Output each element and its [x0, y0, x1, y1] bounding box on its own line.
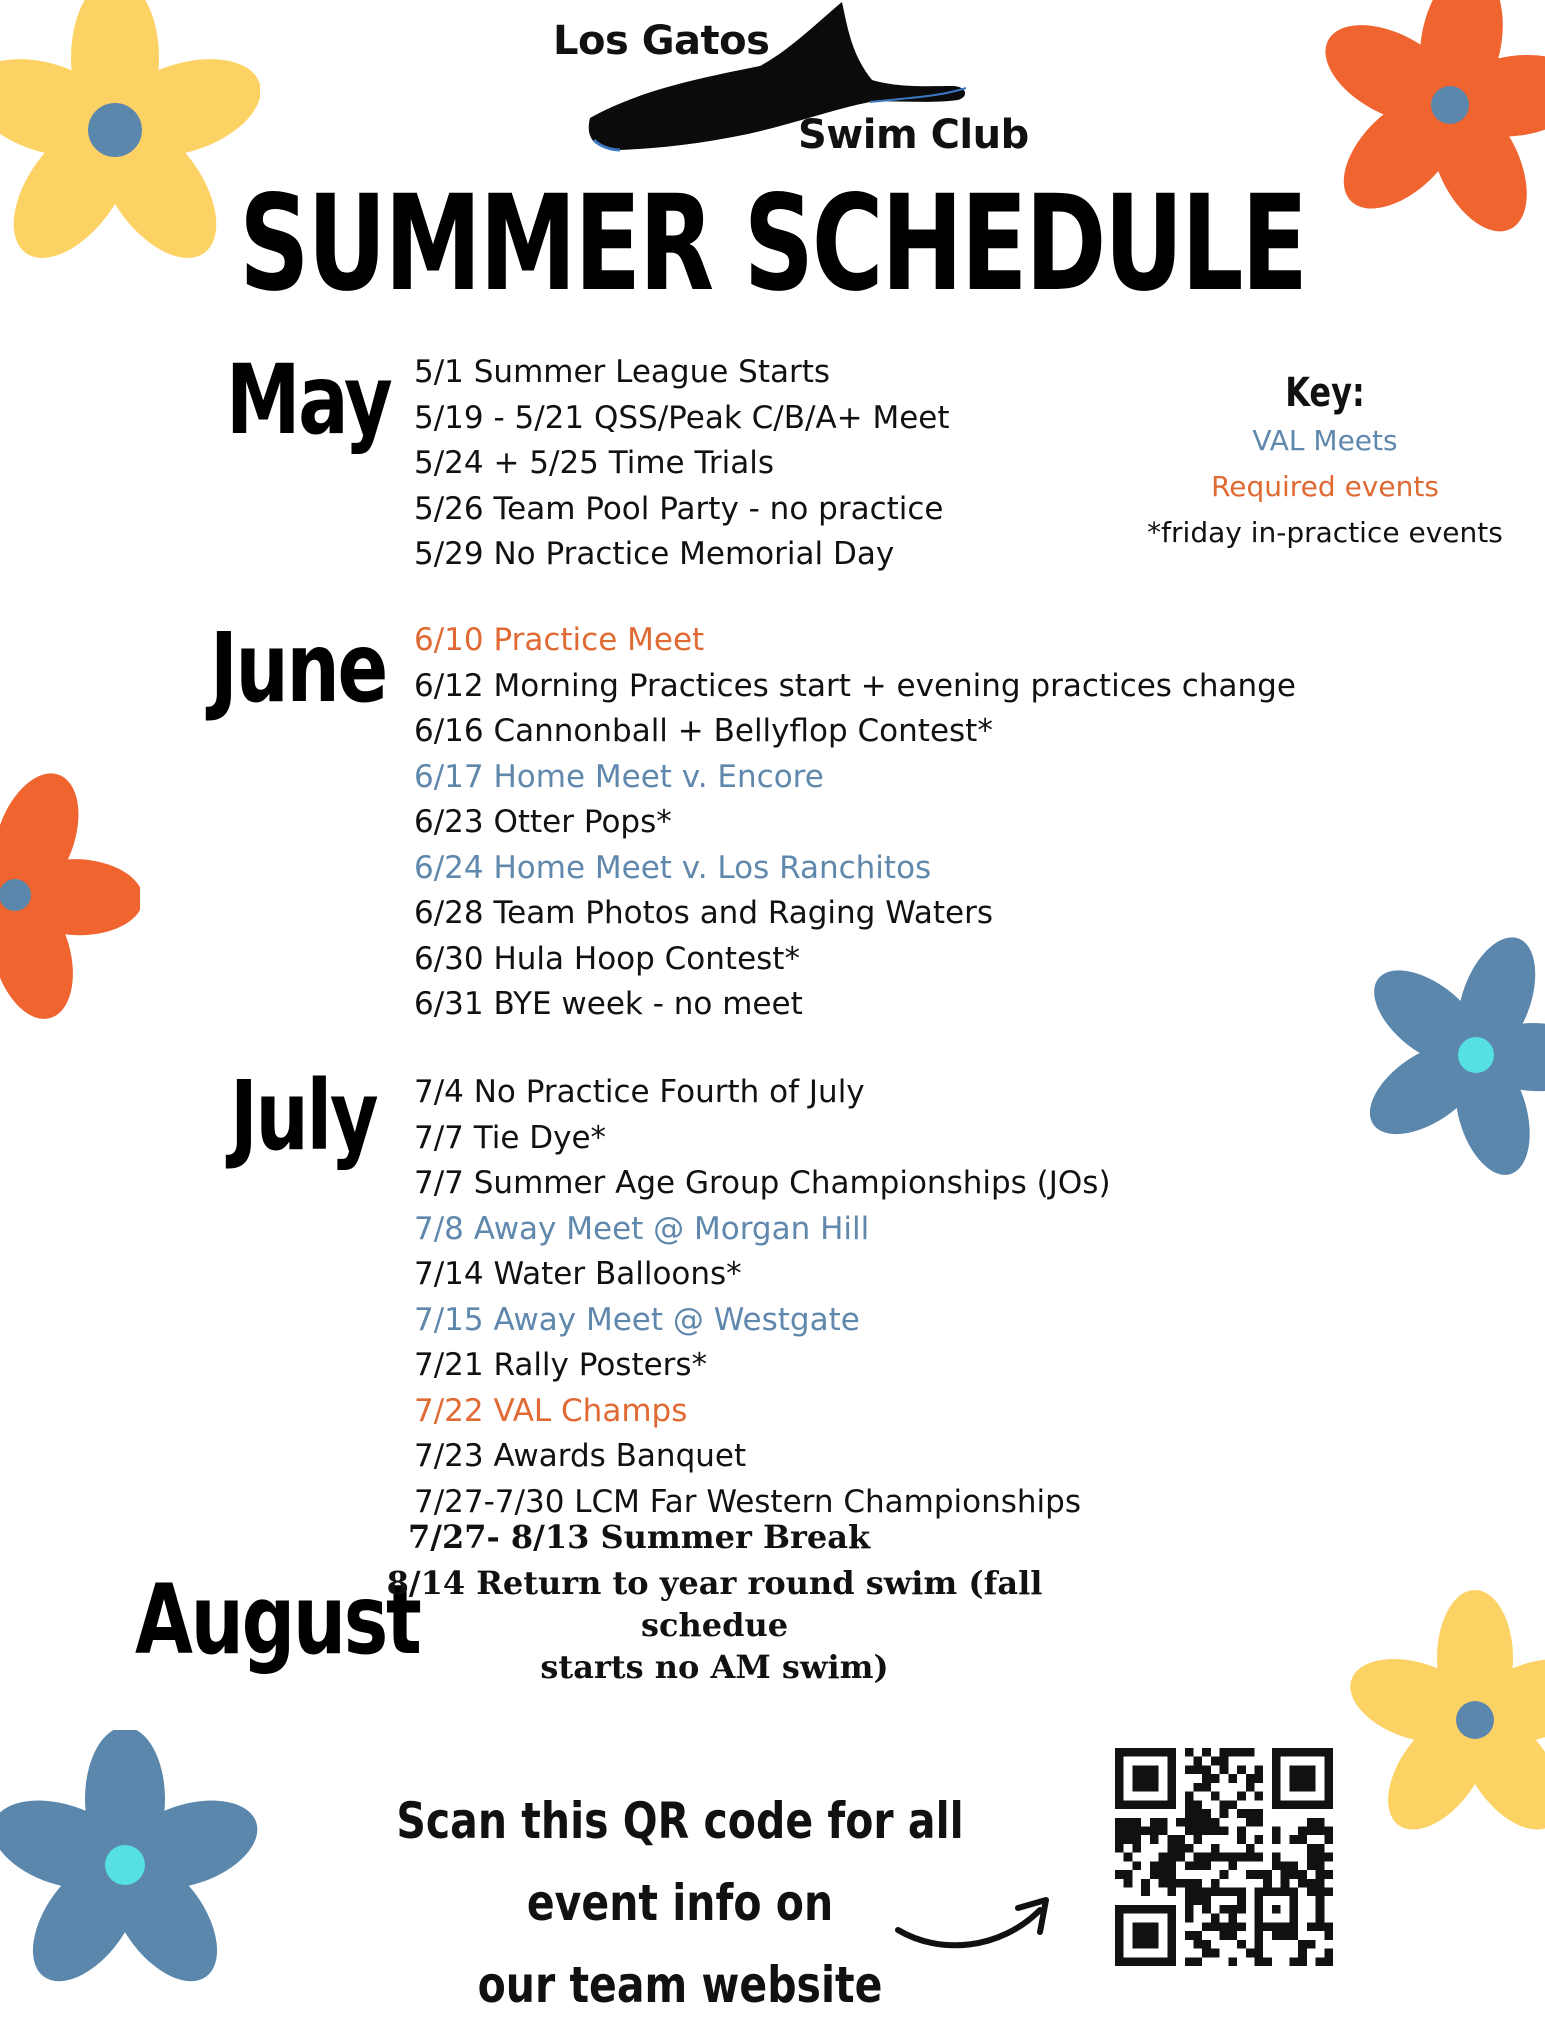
july-events	[414, 1070, 1111, 1525]
key-friday-events: *friday in-practice events	[1147, 516, 1503, 549]
event-item: 7/23 Awards Banquet	[414, 1438, 747, 1474]
month-august: August	[135, 1564, 420, 1676]
return-line2: starts no AM swim)	[540, 1648, 889, 1686]
month-june: June	[210, 612, 386, 724]
month-july: July	[230, 1060, 377, 1172]
event-item: 5/26 Team Pool Party - no practice	[414, 490, 944, 527]
curved-arrow-icon	[890, 1870, 1070, 1960]
event-item-required: 7/22 VAL Champs	[414, 1392, 688, 1429]
event-item: 6/16 Cannonball + Bellyflop Contest*	[414, 713, 993, 749]
event-item: 6/30 Hula Hoop Contest*	[414, 940, 800, 977]
orange-flower-icon	[1315, 0, 1545, 240]
key-val-meets: VAL Meets	[1252, 424, 1398, 457]
event-item-required: 6/10 Practice Meet	[414, 622, 705, 658]
event-item: 6/12 Morning Practices start + evening practices change	[414, 667, 1296, 704]
event-item: 7/14 Water Balloons*	[414, 1256, 742, 1292]
event-item: 7/7 Tie Dye*	[414, 1119, 607, 1156]
event-item-val-meet: 7/15 Away Meet @ Westgate	[414, 1301, 860, 1338]
return-note	[362, 1562, 1067, 1688]
scan-line2: our team website	[477, 1956, 883, 2014]
key-required-events: Required events	[1211, 470, 1439, 503]
logo-line2: Swim Club	[798, 112, 1029, 158]
event-item-val-meet: 6/24 Home Meet v. Los Ranchitos	[414, 849, 932, 886]
event-item: 5/19 - 5/21 QSS/Peak C/B/A+ Meet	[414, 399, 950, 436]
scan-line1: Scan this QR code for all event info on	[396, 1792, 964, 1932]
event-item: 6/31 BYE week - no meet	[414, 986, 803, 1022]
event-item-val-meet: 7/8 Away Meet @ Morgan Hill	[414, 1210, 870, 1247]
event-item: 6/23 Otter Pops*	[414, 804, 672, 840]
event-item: 5/1 Summer League Starts	[414, 354, 831, 390]
event-item: 5/24 + 5/25 Time Trials	[414, 445, 774, 481]
may-events	[414, 350, 950, 578]
event-item: 5/29 No Practice Memorial Day	[414, 536, 895, 572]
return-line1: 8/14 Return to year round swim (fall schedue	[386, 1564, 1043, 1644]
yellow-flower-icon	[1350, 1590, 1545, 1850]
key-title: Key:	[1285, 370, 1365, 416]
event-item: 6/28 Team Photos and Raging Waters	[414, 895, 993, 931]
event-item: 7/4 No Practice Fourth of July	[414, 1074, 865, 1110]
event-item: 7/21 Rally Posters*	[414, 1347, 708, 1383]
logo-line1: Los Gatos	[553, 18, 770, 64]
orange-flower-icon	[0, 770, 140, 1020]
summer-break-line: 7/27- 8/13 Summer Break	[408, 1518, 871, 1556]
event-item-val-meet: 6/17 Home Meet v. Encore	[414, 758, 824, 795]
page-title: SUMMER SCHEDULE	[239, 167, 1306, 321]
qr-code-icon[interactable]	[1115, 1748, 1333, 1966]
event-item: 7/27-7/30 LCM Far Western Championships	[414, 1483, 1081, 1520]
june-events	[414, 618, 1296, 1028]
blue-flower-icon	[1356, 930, 1545, 1180]
event-item: 7/7 Summer Age Group Championships (JOs)	[414, 1165, 1111, 1201]
blue-flower-icon	[0, 1730, 260, 2000]
month-may: May	[226, 344, 391, 456]
